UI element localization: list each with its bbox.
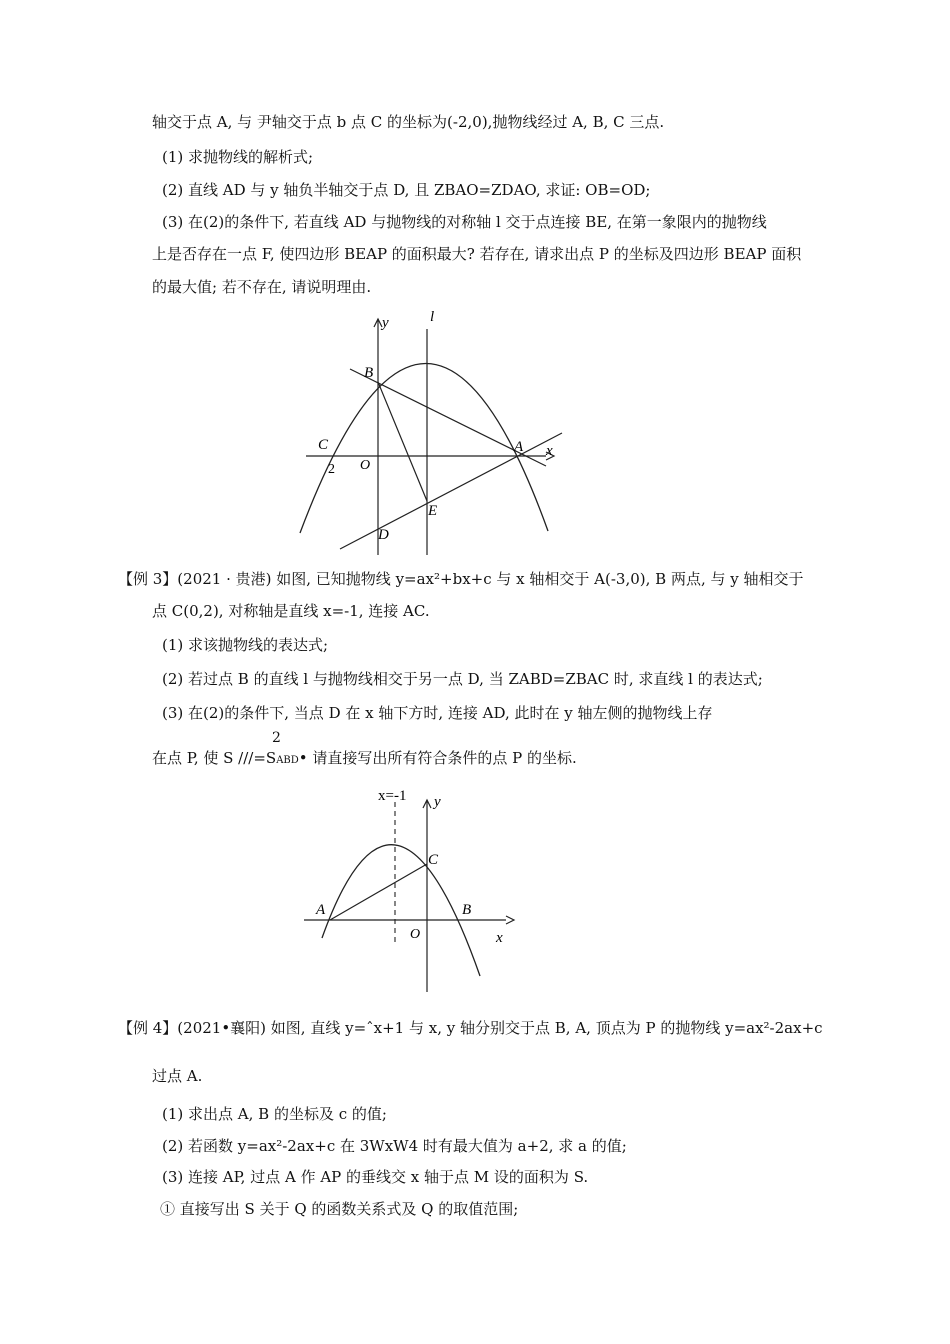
example3-figure [300,786,522,996]
label-x: x [496,930,503,946]
example4-question-2: (2) 若函数 y=ax²-2ax+c 在 3WxW4 时有最大值为 a+2, 求 a 的值; [162,1137,627,1155]
label-O: O [360,458,371,473]
label-x: x [546,443,553,459]
label-B: B [462,902,472,918]
problem2-question-1: (1) 求抛物线的解析式; [162,148,314,166]
example4-question-1: (1) 求出点 A, B 的坐标及 c 的值; [162,1105,387,1123]
label-O: O [410,927,421,942]
label-l: l [430,309,435,325]
example3-superscript-2: 2 [272,730,281,746]
problem2-question-3-line2: 上是否存在一点 F, 使四边形 BEAP 的面积最大? 若存在, 请求出点 P 的坐标及四边形 BEAP 面积 [152,245,802,263]
label-C: C [318,437,329,453]
problem2-question-3-line3: 的最大值; 若不存在, 请说明理由. [152,278,372,296]
example3-q3b-rest: • 请直接写出所有符合条件的点 P 的坐标. [298,749,577,767]
example3-question-1: (1) 求该抛物线的表达式; [162,636,329,654]
example3-question-2: (2) 若过点 B 的直线 l 与抛物线相交于另一点 D, 当 ZABD=ZBAC 时, 求直线 l 的表达式; [162,670,763,688]
example3-q3b-start: 在点 P, 使 S ///=S [152,749,277,767]
label-axis-x-eq-neg1: x=-1 [378,788,407,804]
label-neg2: 2 [328,462,335,477]
problem2-figure [296,305,576,560]
label-A: A [514,439,524,455]
example4-line2: 过点 A. [152,1067,203,1085]
label-C: C [428,852,439,868]
segment-BE [378,382,427,501]
example3-question-3: (3) 在(2)的条件下, 当点 D 在 x 轴下方时, 连接 AD, 此时在 y 轴左侧的抛物线上存 [162,704,713,722]
example3-q3b-subscript: ABD [276,755,299,766]
x-axis-arrow-icon [506,916,514,924]
problem2-intro: 轴交于点 A, 与 尹轴交于点 b 点 C 的坐标为(-2,0),抛物线经过 A, B, C 三点. [152,113,665,131]
line-DA [340,433,562,549]
label-E: E [428,503,438,519]
example4-question-3-part-1: ① 直接写出 S 关于 Q 的函数关系式及 Q 的取值范围; [160,1200,519,1218]
example3-line2: 点 C(0,2), 对称轴是直线 x=-1, 连接 AC. [152,602,430,620]
label-y: y [382,315,389,331]
example4-question-3: (3) 连接 AP, 过点 A 作 AP 的垂线交 x 轴于点 M 设的面积为 S. [162,1168,589,1186]
problem2-question-3-line1: (3) 在(2)的条件下, 若直线 AD 与抛物线的对称轴 l 交于点连接 BE, 在第一象限内的抛物线 [162,213,767,231]
segment-AC [330,864,427,920]
example4-line1: 【例 4】(2021•襄阳) 如图, 直线 y=ˆx+1 与 x, y 轴分别交于点 B, A, 顶点为 P 的抛物线 y=ax²-2ax+c [118,1019,823,1037]
problem2-question-2: (2) 直线 AD 与 y 轴负半轴交于点 D, 且 ZBAO=ZDAO, 求证: OB=OD; [162,181,651,199]
example3-question-3-line2 [152,748,577,771]
label-y: y [434,794,441,810]
label-A: A [316,902,326,918]
label-B: B [364,365,374,381]
example3-line1: 【例 3】(2021 · 贵港) 如图, 已知抛物线 y=ax²+bx+c 与 x 轴相交于 A(-3,0), B 两点, 与 y 轴相交于 [118,570,804,588]
label-D: D [378,527,389,543]
